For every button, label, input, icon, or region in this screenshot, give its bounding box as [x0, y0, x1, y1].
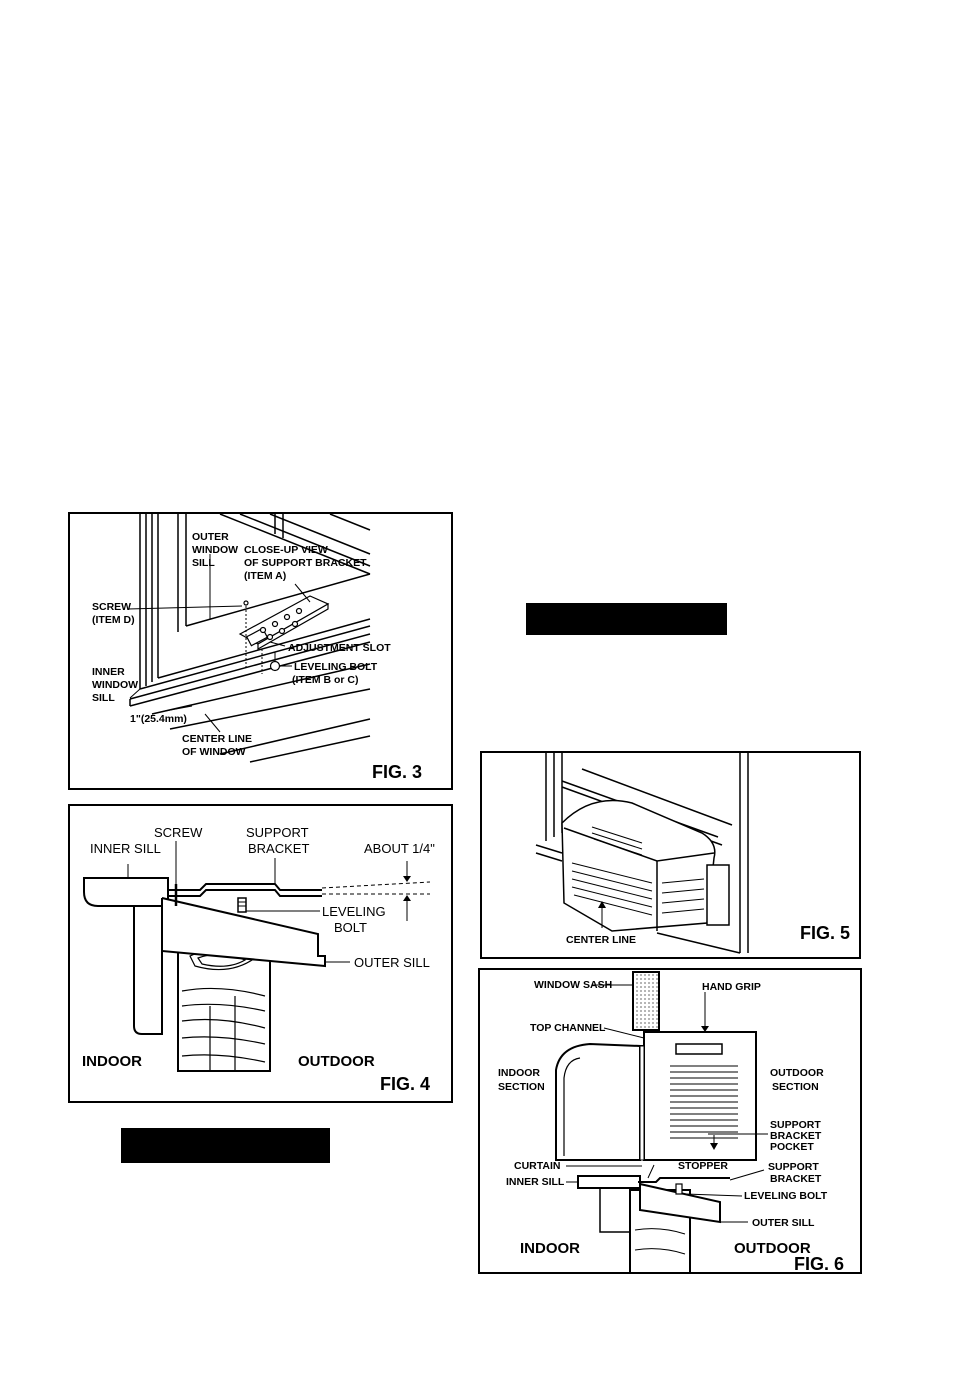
fig4-outer-sill-label: OUTER SILL — [354, 955, 430, 970]
fig6-indoor-label: INDOOR — [520, 1240, 580, 1257]
fig3-center-line-label-2: OF WINDOW — [182, 746, 246, 758]
fig4-figure-label: FIG. 4 — [380, 1074, 431, 1094]
fig3-screw-label-2: (ITEM D) — [92, 614, 135, 626]
fig3-center-line-label-1: CENTER LINE — [182, 733, 253, 745]
fig3-closeup-label-2: OF SUPPORT BRACKET — [244, 557, 367, 569]
redaction-bar-left — [121, 1128, 330, 1163]
fig6-outdoor-section-label-2: SECTION — [772, 1081, 819, 1093]
fig6-support-bracket-label-1: SUPPORT — [768, 1161, 819, 1173]
fig6-indoor-section-label-2: SECTION — [498, 1081, 545, 1093]
fig6-indoor-section-label-1: INDOOR — [498, 1067, 540, 1079]
fig3-leveling-bolt-label-2: (ITEM B or C) — [292, 674, 359, 686]
fig6-top-channel-label: TOP CHANNEL — [530, 1022, 606, 1034]
figure-5-panel — [480, 751, 861, 959]
fig3-inner-sill-label-1: INNER — [92, 666, 125, 678]
figure-3-drawing — [70, 514, 453, 790]
fig4-screw-label: SCREW — [154, 825, 203, 840]
fig6-hand-grip-label: HAND GRIP — [702, 981, 761, 993]
redaction-bar-right — [526, 603, 727, 635]
fig6-figure-label: FIG. 6 — [794, 1254, 845, 1274]
fig3-leveling-bolt-label-1: LEVELING BOLT — [294, 661, 378, 673]
fig4-leveling-bolt-label-1: LEVELING — [322, 904, 386, 919]
fig3-inner-sill-label-3: SILL — [92, 692, 115, 704]
fig3-dimension-label: 1"(25.4mm) — [130, 713, 187, 725]
fig3-outer-sill-label-3: SILL — [192, 557, 215, 569]
fig4-leveling-bolt-label-2: BOLT — [334, 920, 367, 935]
fig3-inner-sill-label-2: WINDOW — [92, 679, 139, 691]
fig3-adjustment-slot-label: ADJUSTMENT SLOT — [288, 642, 391, 654]
fig3-closeup-label-3: (ITEM A) — [244, 570, 287, 582]
fig6-leveling-bolt-label: LEVELING BOLT — [744, 1190, 828, 1202]
figure-5-drawing — [482, 753, 861, 959]
fig6-outdoor-label: OUTDOOR — [734, 1240, 811, 1257]
fig6-outer-sill-label: OUTER SILL — [752, 1217, 815, 1229]
fig3-screw-label-1: SCREW — [92, 601, 132, 613]
fig4-about-label: ABOUT 1/4" — [364, 841, 435, 856]
figure-6-drawing — [480, 970, 862, 1274]
fig6-inner-sill-label: INNER SILL — [506, 1176, 565, 1188]
fig3-outer-sill-label-1: OUTER — [192, 531, 229, 543]
fig4-support-bracket-label-1: SUPPORT — [246, 825, 309, 840]
fig4-inner-sill-label: INNER SILL — [90, 841, 161, 856]
fig4-outdoor-label: OUTDOOR — [298, 1053, 375, 1070]
figure-6-panel — [478, 968, 862, 1274]
fig3-outer-sill-label-2: WINDOW — [192, 544, 239, 556]
fig6-outdoor-section-label-1: OUTDOOR — [770, 1067, 824, 1079]
fig6-support-bracket-pocket-label-3: POCKET — [770, 1141, 814, 1153]
fig6-support-bracket-pocket-label-1: SUPPORT — [770, 1119, 821, 1131]
fig6-curtain-label: CURTAIN — [514, 1160, 561, 1172]
fig6-window-sash-label: WINDOW SASH — [534, 979, 613, 991]
fig6-support-bracket-label-2: BRACKET — [770, 1173, 822, 1185]
fig3-figure-label: FIG. 3 — [372, 762, 423, 782]
fig6-support-bracket-pocket-label-2: BRACKET — [770, 1130, 822, 1142]
fig4-support-bracket-label-2: BRACKET — [248, 841, 310, 856]
figure-4-panel — [68, 804, 453, 1103]
fig5-figure-label: FIG. 5 — [800, 923, 851, 943]
figure-3-panel — [68, 512, 453, 790]
fig3-closeup-label-1: CLOSE-UP VIEW — [244, 544, 328, 556]
fig4-indoor-label: INDOOR — [82, 1053, 142, 1070]
fig5-center-line-label: CENTER LINE — [566, 934, 637, 946]
fig6-stopper-label: STOPPER — [678, 1160, 728, 1172]
figure-4-drawing — [70, 806, 453, 1103]
